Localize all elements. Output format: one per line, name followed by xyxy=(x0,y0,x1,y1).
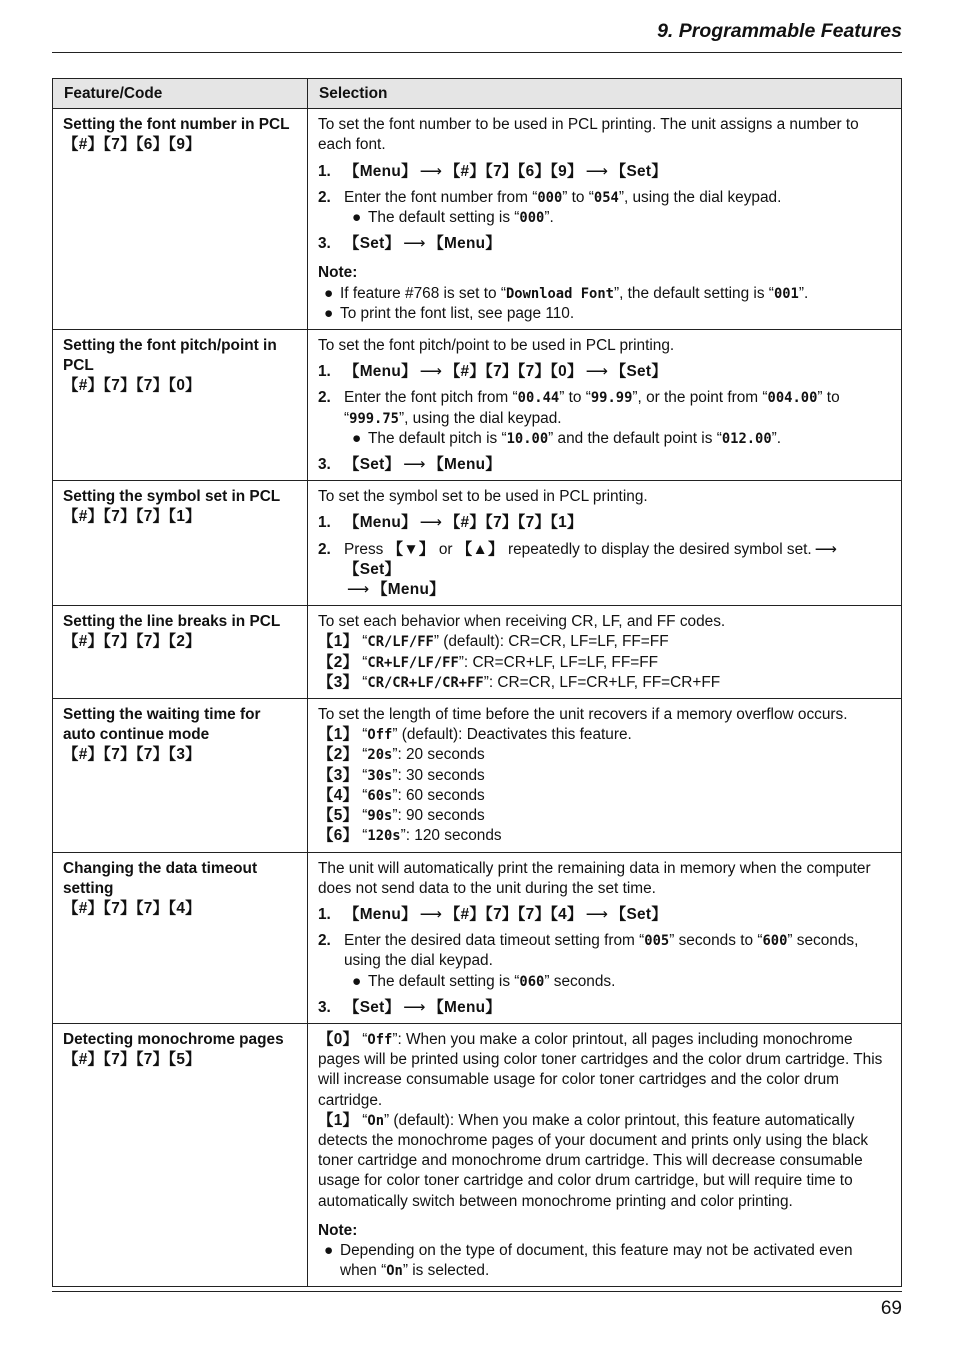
option-desc: ”: CR=CR+LF, LF=LF, FF=FF xyxy=(458,653,659,671)
step xyxy=(318,455,891,475)
set-key: 【Set】 xyxy=(344,560,401,578)
feature-cell xyxy=(53,330,308,481)
footer-divider xyxy=(52,1291,902,1292)
feature-code: 【#】【7】【7】【4】 xyxy=(63,899,201,917)
option-item: 【3】 “30s”: 30 seconds xyxy=(318,766,485,784)
step-text: ”, using the dial keypad. xyxy=(398,409,562,427)
option-item: 【4】 “60s”: 60 seconds xyxy=(318,786,485,804)
arrow-right-icon: ⟶ xyxy=(403,235,426,253)
menu-key: 【Menu】 xyxy=(344,514,417,532)
set-key: 【Set】 xyxy=(344,235,401,253)
step-number: 1. xyxy=(318,363,331,381)
bullet-icon: ● xyxy=(324,304,334,322)
display-value: On xyxy=(367,1112,385,1129)
bullet-text: ”. xyxy=(771,429,782,447)
bullet-icon: ● xyxy=(324,1241,334,1259)
display-value: 00.44 xyxy=(517,390,560,407)
option-key: 【3】 xyxy=(318,766,359,784)
note-text: ”, the default setting is “ xyxy=(613,284,774,302)
set-key: 【Set】 xyxy=(344,998,401,1016)
arrow-right-icon: ⟶ xyxy=(585,905,608,923)
display-value: 000 xyxy=(519,210,545,227)
display-value: Download Font xyxy=(505,285,614,302)
menu-key: 【Menu】 xyxy=(344,363,417,381)
step-number: 1. xyxy=(318,905,331,923)
header-divider xyxy=(52,52,902,53)
bullet-item xyxy=(352,208,891,228)
selection-cell xyxy=(308,481,902,606)
step xyxy=(318,513,891,533)
option-desc: ”: 30 seconds xyxy=(392,766,485,784)
step xyxy=(318,931,891,992)
option-key: 【1】 xyxy=(318,1111,359,1129)
table-row xyxy=(53,481,902,606)
step-number: 1. xyxy=(318,514,331,532)
menu-key: 【Menu】 xyxy=(428,456,502,474)
table-row xyxy=(53,699,902,852)
step-number: 3. xyxy=(318,456,331,474)
step-text: ” to “ xyxy=(559,389,591,407)
step xyxy=(318,998,891,1018)
display-value: CR+LF/LF/FF xyxy=(367,654,459,671)
arrow-right-icon: ⟶ xyxy=(347,581,370,599)
display-value: 30s xyxy=(367,767,393,784)
step-number: 2. xyxy=(318,540,331,558)
display-value: 120s xyxy=(367,828,401,845)
selection-intro: The unit will automatically print the remaining data in memory when the computer does not send data to the unit during the set time. xyxy=(318,859,871,897)
code-keys: 【#】【7】【7】【4】 xyxy=(444,905,583,923)
selection-cell xyxy=(308,109,902,330)
step xyxy=(318,188,891,228)
set-key: 【Set】 xyxy=(610,363,668,381)
step xyxy=(318,362,891,382)
table-row xyxy=(53,1023,902,1286)
column-header-selection: Selection xyxy=(308,79,902,109)
feature-title: Setting the waiting time for auto continue mode xyxy=(63,706,261,744)
code-keys: 【#】【7】【7】【0】 xyxy=(444,363,583,381)
note-label: Note: xyxy=(318,1221,358,1239)
arrow-right-icon: ⟶ xyxy=(585,162,608,180)
selection-cell xyxy=(308,699,902,852)
feature-cell xyxy=(53,606,308,699)
display-value: 004.00 xyxy=(767,390,818,407)
display-value: 20s xyxy=(367,747,393,764)
feature-cell xyxy=(53,699,308,852)
step-text: Press xyxy=(344,540,388,558)
feature-code: 【#】【7】【7】【0】 xyxy=(63,377,201,395)
menu-key: 【Menu】 xyxy=(372,581,445,599)
table-row xyxy=(53,109,902,330)
arrow-right-icon: ⟶ xyxy=(403,998,426,1016)
step-number: 3. xyxy=(318,235,331,253)
option-item: 【6】 “120s”: 120 seconds xyxy=(318,827,502,845)
bullet-icon: ● xyxy=(352,209,362,227)
bullet-item xyxy=(352,972,891,992)
option-key: 【1】 xyxy=(318,633,359,651)
step xyxy=(318,388,891,449)
selection-intro: To set the symbol set to be used in PCL printing. xyxy=(318,488,648,506)
table-row xyxy=(53,852,902,1023)
note-text: ” is selected. xyxy=(402,1262,490,1280)
table-header-row xyxy=(53,79,902,109)
feature-cell xyxy=(53,1023,308,1286)
selection-cell xyxy=(308,852,902,1023)
option-key: 【4】 xyxy=(318,786,359,804)
table-row xyxy=(53,606,902,699)
option-desc: ”: When you make a color printout, all pages including monochrome pages will be printed using color toner cartridges and the color drum cartridge. This will increase consumable usage for color toner cartridges and the color drum cartridge. xyxy=(318,1030,883,1109)
feature-code: 【#】【7】【7】【1】 xyxy=(63,508,201,526)
up-key: 【▲】 xyxy=(456,540,504,558)
column-header-feature: Feature/Code xyxy=(53,79,308,109)
selection-intro: To set the font number to be used in PCL printing. The unit assigns a number to each font. xyxy=(318,116,859,154)
display-value: On xyxy=(386,1263,403,1280)
note-text: If feature #768 is set to “ xyxy=(340,284,506,302)
option-desc: ” (default): Deactivates this feature. xyxy=(392,726,632,744)
step-number: 2. xyxy=(318,389,331,407)
arrow-right-icon: ⟶ xyxy=(419,905,442,923)
step-text: Enter the desired data timeout setting from “ xyxy=(344,932,645,950)
option-item: 【1】 “On” (default): When you make a color printout, this feature automatically detects the monochrome pages of your document and prints only using the black toner cartridge and monochrome drum cartridge. This will decrease consumable usage for color toner cartridge and color drum cartridge, but will require time to automatically switch between monochrome printing and color printing. xyxy=(318,1111,869,1210)
display-value: 10.00 xyxy=(506,430,549,447)
display-value: 600 xyxy=(762,933,788,950)
step-text: ” seconds, using the dial keypad. xyxy=(344,932,859,970)
note-item xyxy=(324,304,891,324)
bullet-icon: ● xyxy=(352,972,362,990)
option-key: 【2】 xyxy=(318,746,359,764)
option-key: 【0】 xyxy=(318,1030,359,1048)
display-value: Off xyxy=(367,727,393,744)
note-text: ”. xyxy=(798,284,809,302)
set-key: 【Set】 xyxy=(344,456,401,474)
step-number: 1. xyxy=(318,162,331,180)
display-value: 005 xyxy=(644,933,670,950)
page-number: 69 xyxy=(880,1298,902,1319)
display-value: 000 xyxy=(537,189,563,206)
set-key: 【Set】 xyxy=(610,905,668,923)
selection-intro: To set the font pitch/point to be used in PCL printing. xyxy=(318,337,675,355)
display-value: CR/CR+LF/CR+FF xyxy=(367,674,484,691)
page-header-title: 9. Programmable Features xyxy=(657,20,902,42)
feature-title: Setting the line breaks in PCL xyxy=(63,613,281,631)
option-desc: ”: 90 seconds xyxy=(392,807,485,825)
set-key: 【Set】 xyxy=(610,162,668,180)
step-text: ” seconds to “ xyxy=(669,932,763,950)
bullet-text: ”. xyxy=(544,209,554,227)
bullet-text: The default pitch is “ xyxy=(368,429,507,447)
display-value: 90s xyxy=(367,808,393,825)
option-desc: ”: 120 seconds xyxy=(400,827,502,845)
note-item xyxy=(324,284,891,304)
step-text: ”, or the point from “ xyxy=(632,389,768,407)
menu-key: 【Menu】 xyxy=(344,905,417,923)
note-item xyxy=(324,1241,891,1281)
selection-cell xyxy=(308,1023,902,1286)
option-item: 【2】 “20s”: 20 seconds xyxy=(318,746,485,764)
feature-code: 【#】【7】【7】【2】 xyxy=(63,633,201,651)
option-key: 【2】 xyxy=(318,653,359,671)
display-value: 060 xyxy=(519,973,545,990)
note-text: To print the font list, see page 110. xyxy=(340,304,575,322)
display-value: Off xyxy=(367,1031,393,1048)
step-number: 2. xyxy=(318,188,331,206)
step xyxy=(318,540,891,601)
option-item: 【0】 “Off”: When you make a color printout, all pages including monochrome pages will be printed using color toner cartridges and the color drum cartridge. This will increase consumable usage for color toner cartridges and the color drum cartridge. xyxy=(318,1030,883,1109)
bullet-text: The default setting is “ xyxy=(368,972,520,990)
code-keys: 【#】【7】【6】【9】 xyxy=(444,162,583,180)
feature-code: 【#】【7】【7】【3】 xyxy=(63,746,201,764)
arrow-right-icon: ⟶ xyxy=(814,540,837,558)
features-table xyxy=(52,78,902,1287)
code-keys: 【#】【7】【7】【1】 xyxy=(444,514,583,532)
option-key: 【6】 xyxy=(318,827,359,845)
bullet-icon: ● xyxy=(352,429,362,447)
step-number: 2. xyxy=(318,932,331,950)
note-text: Depending on the type of document, this feature may not be activated even when “ xyxy=(340,1241,853,1280)
option-key: 【5】 xyxy=(318,807,359,825)
down-key: 【▼】 xyxy=(387,540,435,558)
arrow-right-icon: ⟶ xyxy=(403,456,426,474)
arrow-right-icon: ⟶ xyxy=(585,363,608,381)
feature-title: Changing the data timeout setting xyxy=(63,859,258,897)
bullet-text: The default setting is “ xyxy=(368,209,520,227)
menu-key: 【Menu】 xyxy=(428,998,502,1016)
step-text: ” to “ xyxy=(562,188,594,206)
arrow-right-icon: ⟶ xyxy=(419,363,442,381)
bullet-text: ” seconds. xyxy=(544,972,616,990)
table-row xyxy=(53,330,902,481)
selection-intro: To set the length of time before the unit recovers if a memory overflow occurs. xyxy=(318,706,848,724)
step-number: 3. xyxy=(318,998,331,1016)
step-text: repeatedly to display the desired symbol set. xyxy=(503,540,812,558)
feature-cell xyxy=(53,852,308,1023)
display-value: 60s xyxy=(367,787,393,804)
selection-intro: To set each behavior when receiving CR, LF, and FF codes. xyxy=(318,613,726,631)
option-item: 【5】 “90s”: 90 seconds xyxy=(318,807,485,825)
bullet-icon: ● xyxy=(324,284,334,302)
option-desc: ” (default): CR=CR, LF=LF, FF=FF xyxy=(433,633,669,651)
bullet-item xyxy=(352,429,891,449)
step xyxy=(318,162,891,182)
option-item: 【1】 “CR/LF/FF” (default): CR=CR, LF=LF, FF=FF xyxy=(318,633,669,651)
option-key: 【1】 xyxy=(318,726,359,744)
feature-title: Setting the font pitch/point in PCL xyxy=(63,337,277,375)
feature-title: Setting the symbol set in PCL xyxy=(63,488,281,506)
step-text: ” to “ xyxy=(344,389,840,427)
option-key: 【3】 xyxy=(318,673,359,691)
display-value: 001 xyxy=(773,285,799,302)
option-item: 【1】 “Off” (default): Deactivates this feature. xyxy=(318,726,632,744)
bullet-text: ” and the default point is “ xyxy=(548,429,722,447)
display-value: 99.99 xyxy=(590,390,633,407)
option-desc: ”: 20 seconds xyxy=(392,746,485,764)
display-value: CR/LF/FF xyxy=(367,634,434,651)
menu-key: 【Menu】 xyxy=(344,162,417,180)
step-text: ”, using the dial keypad. xyxy=(618,188,782,206)
selection-cell xyxy=(308,330,902,481)
step-text: Enter the font pitch from “ xyxy=(344,389,518,407)
feature-title: Setting the font number in PCL xyxy=(63,116,290,134)
feature-title: Detecting monochrome pages xyxy=(63,1030,284,1048)
selection-cell xyxy=(308,606,902,699)
step xyxy=(318,234,891,254)
option-desc: ” (default): When you make a color printout, this feature automatically detects the monochrome pages of your document and prints only using the black toner cartridge and monochrome drum cartridge. This will decrease consumable usage for color toner cartridge and color drum cartridge, but will require time to automatically switch between monochrome printing and color printing. xyxy=(318,1111,869,1210)
step xyxy=(318,905,891,925)
arrow-right-icon: ⟶ xyxy=(419,514,442,532)
arrow-right-icon: ⟶ xyxy=(419,162,442,180)
step-text: or xyxy=(434,540,457,558)
option-desc: ”: CR=CR, LF=CR+LF, FF=CR+FF xyxy=(483,673,721,691)
feature-cell xyxy=(53,109,308,330)
display-value: 054 xyxy=(593,189,619,206)
display-value: 012.00 xyxy=(721,430,772,447)
display-value: 999.75 xyxy=(349,410,399,427)
note-label: Note: xyxy=(318,264,358,282)
step-text: Enter the font number from “ xyxy=(344,188,538,206)
option-item: 【2】 “CR+LF/LF/FF”: CR=CR+LF, LF=LF, FF=FF xyxy=(318,653,659,671)
feature-cell xyxy=(53,481,308,606)
feature-code: 【#】【7】【7】【5】 xyxy=(63,1051,201,1069)
option-item: 【3】 “CR/CR+LF/CR+FF”: CR=CR, LF=CR+LF, FF=CR+FF xyxy=(318,673,721,691)
feature-code: 【#】【7】【6】【9】 xyxy=(63,136,201,154)
menu-key: 【Menu】 xyxy=(428,235,502,253)
option-desc: ”: 60 seconds xyxy=(392,786,485,804)
